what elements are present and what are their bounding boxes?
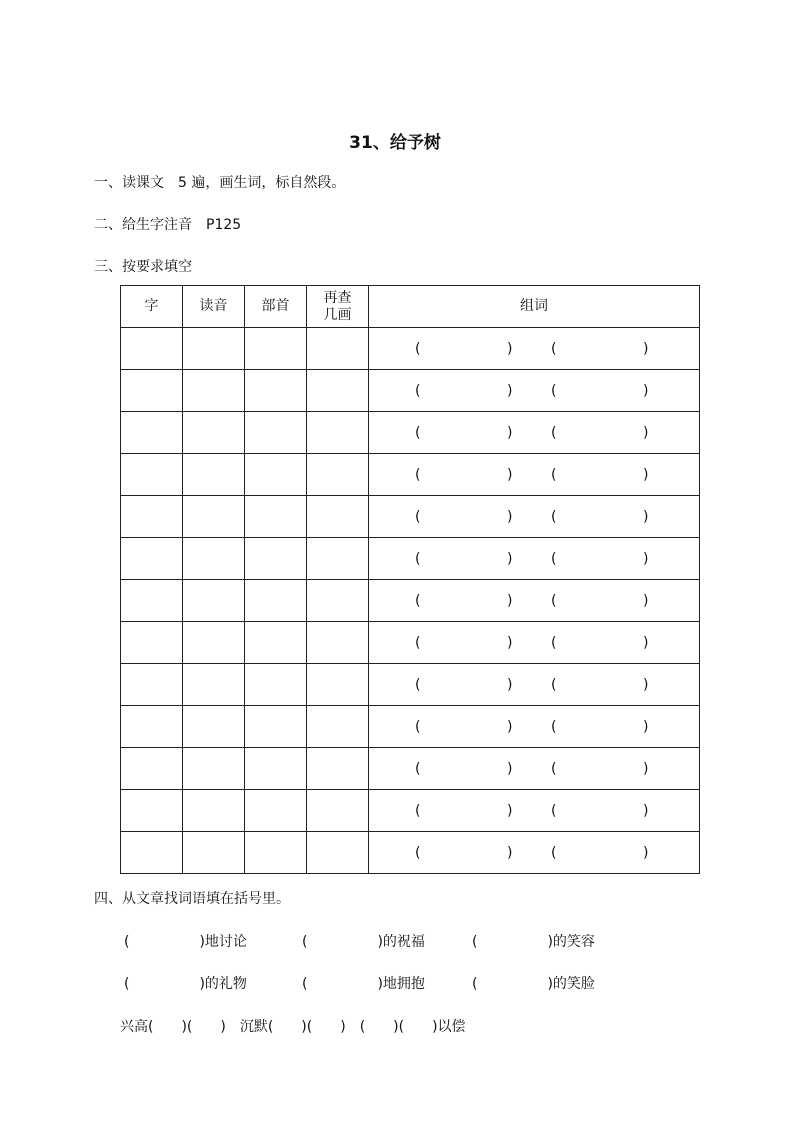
open-paren-1: ( [415,340,421,357]
fill-blank-smiling-face[interactable]: ( )的笑脸 [472,976,595,992]
header-word-formation-label: 组词 [520,298,548,314]
header-character [121,286,183,328]
stroke-count-cell[interactable] [307,412,369,454]
open-paren-2: ( [551,844,557,861]
pronunciation-cell[interactable] [183,496,245,538]
section-2-instruction: 二、给生字注音 P125 [94,217,242,233]
character-cell[interactable] [121,790,183,832]
open-paren-1: ( [415,382,421,399]
close-paren-1: ) [507,466,513,483]
open-paren-1: ( [415,508,421,525]
word-formation-cell[interactable] [369,454,700,496]
pronunciation-cell[interactable] [183,664,245,706]
open-paren-1: ( [415,844,421,861]
header-pronunciation-label: 读音 [199,298,228,314]
character-cell[interactable] [121,664,183,706]
close-paren-2: ) [643,592,649,609]
word-formation-cell[interactable] [369,496,700,538]
open-paren-1: ( [415,760,421,777]
pronunciation-cell[interactable] [183,580,245,622]
stroke-count-cell[interactable] [307,706,369,748]
close-paren-2: ) [643,718,649,735]
open-paren-1: ( [415,424,421,441]
radical-cell[interactable] [245,664,307,706]
character-cell[interactable] [121,496,183,538]
pronunciation-cell[interactable] [183,412,245,454]
header-stroke-count-label: 再查 几画 [323,289,352,323]
close-paren-2: ) [643,550,649,567]
open-paren-1: ( [415,634,421,651]
close-paren-1: ) [507,634,513,651]
open-paren-2: ( [551,424,557,441]
table-row [121,370,700,412]
open-paren-1: ( [415,802,421,819]
header-word-formation [369,286,700,328]
word-formation-cell[interactable] [369,832,700,874]
close-paren-1: ) [507,550,513,567]
table-header-row [121,286,700,328]
pronunciation-cell[interactable] [183,538,245,580]
character-cell[interactable] [121,412,183,454]
radical-cell[interactable] [245,580,307,622]
radical-cell[interactable] [245,832,307,874]
table-row [121,790,700,832]
pronunciation-cell[interactable] [183,328,245,370]
fill-blank-gift[interactable]: ( )的礼物 [124,976,247,992]
close-paren-1: ) [507,802,513,819]
table-row [121,622,700,664]
stroke-count-cell[interactable] [307,790,369,832]
open-paren-2: ( [551,718,557,735]
table-row [121,538,700,580]
stroke-count-cell[interactable] [307,496,369,538]
close-paren-2: ) [643,634,649,651]
word-formation-cell[interactable] [369,538,700,580]
character-cell[interactable] [121,580,183,622]
character-cell[interactable] [121,832,183,874]
stroke-count-cell[interactable] [307,832,369,874]
open-paren-2: ( [551,634,557,651]
radical-cell[interactable] [245,748,307,790]
radical-cell[interactable] [245,328,307,370]
character-cell[interactable] [121,370,183,412]
stroke-count-cell[interactable] [307,370,369,412]
character-cell[interactable] [121,454,183,496]
stroke-count-cell[interactable] [307,622,369,664]
close-paren-1: ) [507,760,513,777]
pronunciation-cell[interactable] [183,748,245,790]
open-paren-2: ( [551,760,557,777]
pronunciation-cell[interactable] [183,832,245,874]
idiom-fill-line[interactable]: 兴高( )( ) 沉默( )( ) ( )( )以偿 [120,1019,466,1035]
open-paren-2: ( [551,340,557,357]
close-paren-1: ) [507,508,513,525]
section-3-heading: 三、按要求填空 [94,259,192,275]
character-cell[interactable] [121,622,183,664]
radical-cell[interactable] [245,790,307,832]
fill-blank-hug[interactable]: ( )地拥抱 [302,976,425,992]
table-row [121,706,700,748]
character-cell[interactable] [121,706,183,748]
close-paren-1: ) [507,424,513,441]
table-row [121,580,700,622]
pronunciation-cell[interactable] [183,622,245,664]
open-paren-1: ( [415,592,421,609]
section-1-instruction: 一、读课文 5 遍，画生词，标自然段。 [94,175,346,191]
stroke-count-cell[interactable] [307,664,369,706]
stroke-count-cell[interactable] [307,748,369,790]
header-pronunciation [183,286,245,328]
close-paren-1: ) [507,382,513,399]
open-paren-2: ( [551,592,557,609]
open-paren-1: ( [415,676,421,693]
open-paren-1: ( [415,466,421,483]
word-formation-cell[interactable] [369,664,700,706]
header-radical-label: 部首 [261,298,290,314]
close-paren-2: ) [643,508,649,525]
stroke-count-cell[interactable] [307,538,369,580]
close-paren-1: ) [507,340,513,357]
table-row [121,664,700,706]
word-formation-cell[interactable] [369,706,700,748]
pronunciation-cell[interactable] [183,790,245,832]
open-paren-2: ( [551,550,557,567]
radical-cell[interactable] [245,496,307,538]
close-paren-1: ) [507,592,513,609]
fill-blank-smile[interactable]: ( )的笑容 [472,934,595,950]
fill-blank-blessing[interactable]: ( )的祝福 [302,934,425,950]
open-paren-1: ( [415,550,421,567]
word-formation-cell[interactable] [369,580,700,622]
word-formation-cell[interactable] [369,748,700,790]
page-title: 31、给予树 [349,133,441,153]
word-formation-cell[interactable] [369,622,700,664]
table-row [121,328,700,370]
radical-cell[interactable] [245,412,307,454]
close-paren-2: ) [643,466,649,483]
close-paren-1: ) [507,844,513,861]
character-cell[interactable] [121,748,183,790]
character-cell[interactable] [121,538,183,580]
word-formation-cell[interactable] [369,790,700,832]
radical-cell[interactable] [245,706,307,748]
stroke-count-cell[interactable] [307,580,369,622]
fill-blank-discuss[interactable]: ( )地讨论 [124,934,247,950]
character-table [120,285,700,874]
close-paren-2: ) [643,382,649,399]
character-cell[interactable] [121,328,183,370]
close-paren-2: ) [643,676,649,693]
open-paren-1: ( [415,718,421,735]
header-character-label: 字 [144,298,159,314]
open-paren-2: ( [551,382,557,399]
open-paren-2: ( [551,508,557,525]
stroke-count-cell[interactable] [307,454,369,496]
table-row [121,496,700,538]
word-formation-cell[interactable] [369,370,700,412]
table-row [121,454,700,496]
open-paren-2: ( [551,466,557,483]
pronunciation-cell[interactable] [183,370,245,412]
table-row [121,748,700,790]
word-formation-cell[interactable] [369,412,700,454]
table-row [121,412,700,454]
pronunciation-cell[interactable] [183,706,245,748]
close-paren-2: ) [643,802,649,819]
open-paren-2: ( [551,802,557,819]
word-formation-cell[interactable] [369,328,700,370]
table-row [121,832,700,874]
radical-cell[interactable] [245,538,307,580]
radical-cell[interactable] [245,370,307,412]
stroke-count-cell[interactable] [307,328,369,370]
radical-cell[interactable] [245,622,307,664]
close-paren-2: ) [643,340,649,357]
close-paren-1: ) [507,718,513,735]
close-paren-2: ) [643,760,649,777]
close-paren-2: ) [643,424,649,441]
open-paren-2: ( [551,676,557,693]
header-radical [245,286,307,328]
pronunciation-cell[interactable] [183,454,245,496]
section-4-instruction: 四、从文章找词语填在括号里。 [94,891,290,907]
radical-cell[interactable] [245,454,307,496]
close-paren-1: ) [507,676,513,693]
table-body [121,328,700,874]
close-paren-2: ) [643,844,649,861]
header-stroke-count [307,286,369,328]
